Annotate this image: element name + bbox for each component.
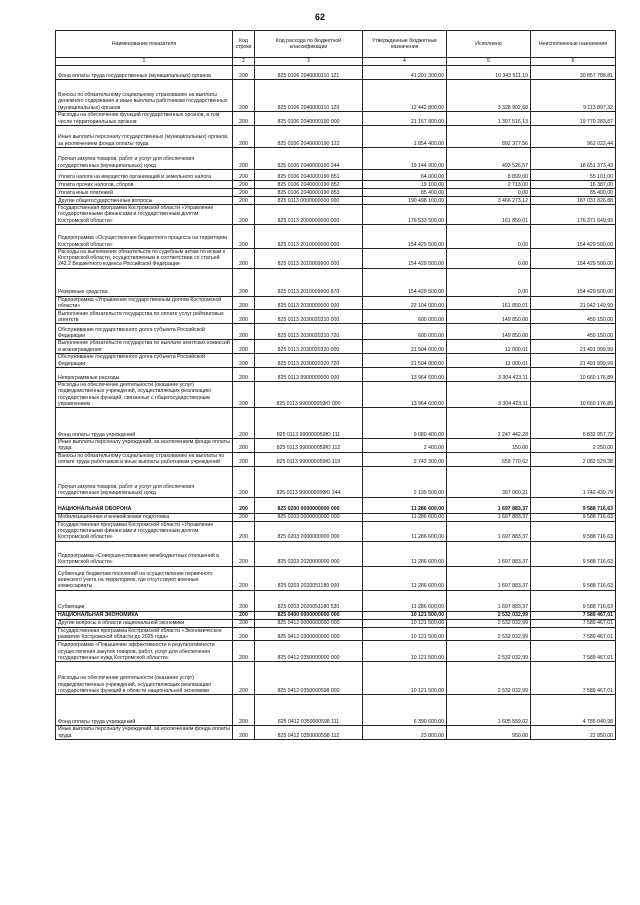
row-code: 200	[233, 726, 255, 740]
row-approved: 21 504 000,00	[363, 353, 447, 367]
row-name: Расходы на обеспечение функций государственных органов, в том числе территориальных органов	[56, 112, 233, 126]
row-approved: 19 144 900,00	[363, 148, 447, 170]
row-classification: 825 0106 2040000190 853	[255, 189, 363, 197]
column-number: 2	[233, 58, 255, 66]
row-code: 200	[233, 439, 255, 453]
row-approved: 154 429 500,00	[363, 224, 447, 248]
row-unexecuted: 9 113 897,32	[531, 80, 616, 112]
column-numbers-row	[56, 58, 616, 66]
row-executed: 1 397 516,13	[447, 112, 531, 126]
row-code: 200	[233, 205, 255, 225]
row-name: Мобилизационная и вневойсковая подготовка	[56, 513, 233, 521]
table-row	[56, 148, 616, 170]
row-executed: 1 697 883,37	[447, 497, 531, 513]
row-unexecuted: 154 429 500,00	[531, 248, 616, 268]
row-executed: 659 770,62	[447, 452, 531, 466]
row-classification: 825 0113 9900000000 000	[255, 367, 363, 381]
row-classification: 825 0113 2030020310 720	[255, 324, 363, 340]
row-code: 200	[233, 381, 255, 407]
row-name: Прочая закупка товаров, работ и услуг для обеспечения государственных (муниципальных) нужд	[56, 148, 233, 170]
table-row	[56, 340, 616, 354]
row-unexecuted: 19 770 283,87	[531, 112, 616, 126]
row-unexecuted: 4 785 040,98	[531, 695, 616, 726]
table-row	[56, 590, 616, 611]
row-name: Государственная программа Костромской области «Экономическое развитие Костромской области до 2025 года»	[56, 627, 233, 641]
row-classification: 825 0113 2030020310 000	[255, 310, 363, 324]
row-executed: 0,00	[447, 268, 531, 296]
row-unexecuted: 6 832 957,72	[531, 408, 616, 439]
row-code: 200	[233, 170, 255, 181]
row-code: 200	[233, 189, 255, 197]
row-unexecuted: 154 429 500,00	[531, 224, 616, 248]
row-executed: 2 532 032,99	[447, 611, 531, 619]
column-number: 3	[255, 58, 363, 66]
table-row	[56, 452, 616, 466]
row-code: 200	[233, 340, 255, 354]
table-row	[56, 641, 616, 662]
table-row	[56, 611, 616, 619]
row-name: Расходы на выполнение обязательств по судебным актам по искам к Костромской области, осуществляемым в соответствии со статьей 242.2 Бюджетного кодекса Российской Федерации	[56, 248, 233, 268]
row-approved: 9 080 400,00	[363, 408, 447, 439]
row-unexecuted: 450 150,00	[531, 310, 616, 324]
row-unexecuted: 7 589 467,01	[531, 619, 616, 627]
row-approved: 10 121 500,00	[363, 641, 447, 662]
row-executed: 8 899,00	[447, 170, 531, 181]
row-name: Расходы на обеспечение деятельности (оказание услуг) подведомственных учреждений, осуществляющих реализацию государственных функций, связанных с общегосударственным управлением	[56, 381, 233, 407]
row-unexecuted: 7 589 467,01	[531, 611, 616, 619]
row-classification: 825 0106 2040000190 000	[255, 112, 363, 126]
row-name: Обслуживание государственного долга субъекта Российской Федерации	[56, 353, 233, 367]
row-approved: 600 000,00	[363, 310, 447, 324]
row-executed: 397 060,21	[447, 466, 531, 497]
row-name: Уплата прочих налогов, сборов	[56, 181, 233, 189]
row-executed: 3 304 423,11	[447, 381, 531, 407]
row-classification: 825 0203 2020051180 530	[255, 590, 363, 611]
row-code: 200	[233, 695, 255, 726]
budget-execution-table	[55, 30, 616, 740]
row-approved: 600 000,00	[363, 324, 447, 340]
row-code: 200	[233, 466, 255, 497]
row-approved: 23 800,00	[363, 726, 447, 740]
row-name: Фонд оплаты труда учреждений	[56, 695, 233, 726]
row-classification: 825 0113 990000059Ю 000	[255, 381, 363, 407]
row-code: 200	[233, 296, 255, 310]
row-code: 200	[233, 619, 255, 627]
table-row	[56, 197, 616, 205]
row-executed: 2 532 032,99	[447, 627, 531, 641]
row-code: 200	[233, 80, 255, 112]
row-name: Подпрограмма «Осуществление бюджетного процесса на территории Костромской области»	[56, 224, 233, 248]
table-header-row	[56, 31, 616, 58]
column-number: 6	[531, 58, 616, 66]
row-code: 200	[233, 662, 255, 695]
row-unexecuted: 9 588 716,63	[531, 590, 616, 611]
row-executed: 0,00	[447, 189, 531, 197]
row-executed: 149 850,00	[447, 310, 531, 324]
row-code: 200	[233, 112, 255, 126]
row-executed: 149 850,00	[447, 324, 531, 340]
row-name: Иные выплаты персоналу государственных (муниципальных) органов, за исключением фонда оплаты труда	[56, 126, 233, 148]
row-approved: 2 400,00	[363, 439, 447, 453]
row-approved: 11 286 600,00	[363, 541, 447, 566]
row-classification: 825 0412 0350000598 111	[255, 695, 363, 726]
row-executed: 3 466 273,12	[447, 197, 531, 205]
row-executed: 1 697 883,37	[447, 590, 531, 611]
row-code: 200	[233, 197, 255, 205]
header-name: Наименование показателя	[56, 31, 233, 58]
row-code: 200	[233, 566, 255, 590]
row-approved: 1 854 400,00	[363, 126, 447, 148]
row-unexecuted: 21 942 149,99	[531, 296, 616, 310]
row-unexecuted: 7 589 467,01	[531, 662, 616, 695]
row-approved: 64 000,00	[363, 170, 447, 181]
row-executed: 3 304 423,11	[447, 367, 531, 381]
row-name: Государственная программа Костромской области «Управление государственными финансами и государственным долгом Костромской области»	[56, 205, 233, 225]
page-number: 62	[314, 12, 325, 22]
row-code: 200	[233, 324, 255, 340]
column-number: 5	[447, 58, 531, 66]
row-classification: 825 0113 2010009900 870	[255, 268, 363, 296]
row-unexecuted: 450 150,00	[531, 324, 616, 340]
row-classification: 825 0203 0000000000 000	[255, 513, 363, 521]
row-approved: 10 121 500,00	[363, 611, 447, 619]
row-code: 200	[233, 224, 255, 248]
row-approved: 12 442 800,00	[363, 80, 447, 112]
row-executed: 161 850,01	[447, 205, 531, 225]
row-executed: 150,00	[447, 439, 531, 453]
row-unexecuted: 9 588 716,63	[531, 566, 616, 590]
row-code: 200	[233, 611, 255, 619]
table-row	[56, 521, 616, 541]
row-name: Уплата иных платежей	[56, 189, 233, 197]
row-classification: 825 0203 2020051180 000	[255, 566, 363, 590]
row-code: 200	[233, 408, 255, 439]
row-unexecuted: 9 588 716,63	[531, 513, 616, 521]
row-executed: 1 605 559,02	[447, 695, 531, 726]
row-classification: 825 0113 990000059Ю 111	[255, 408, 363, 439]
row-code: 200	[233, 248, 255, 268]
table-row	[56, 541, 616, 566]
row-approved: 10 121 500,00	[363, 662, 447, 695]
row-approved: 6 390 600,00	[363, 695, 447, 726]
row-name: Фонд оплаты труда учреждений	[56, 408, 233, 439]
row-name: Резервные средства	[56, 268, 233, 296]
row-unexecuted: 55 101,00	[531, 170, 616, 181]
row-approved: 190 498 100,00	[363, 197, 447, 205]
row-classification: 825 0113 2010000000 000	[255, 224, 363, 248]
row-name: Выполнение обязательств государства по выплате агентских комиссий и вознаграждения	[56, 340, 233, 354]
table-row	[56, 367, 616, 381]
table-row	[56, 381, 616, 407]
table-row	[56, 248, 616, 268]
row-classification: 825 0113 0000000000 000	[255, 197, 363, 205]
row-executed: 1 697 883,37	[447, 566, 531, 590]
row-unexecuted: 22 850,00	[531, 726, 616, 740]
row-name: Субвенции бюджетам поселений на осуществление первичного воинского учета на территориях, где отсутствуют военные комиссариаты	[56, 566, 233, 590]
row-unexecuted: 21 491 999,99	[531, 340, 616, 354]
row-executed: 12 000,01	[447, 353, 531, 367]
header-executed: Исполнено	[447, 31, 531, 58]
row-classification: 825 0106 2040000110 121	[255, 66, 363, 80]
row-unexecuted: 7 589 467,01	[531, 641, 616, 662]
row-code: 200	[233, 367, 255, 381]
row-classification: 825 0412 0350000598 000	[255, 662, 363, 695]
row-code: 200	[233, 641, 255, 662]
row-code: 200	[233, 268, 255, 296]
row-classification: 825 0113 2000000000 000	[255, 205, 363, 225]
row-classification: 825 0113 2010009900 000	[255, 248, 363, 268]
table-row	[56, 66, 616, 80]
row-executed: 493 526,57	[447, 148, 531, 170]
table-row	[56, 126, 616, 148]
row-executed: 0,00	[447, 224, 531, 248]
row-unexecuted: 16 387,00	[531, 181, 616, 189]
column-number: 4	[363, 58, 447, 66]
row-approved: 154 429 500,00	[363, 268, 447, 296]
row-classification: 825 0113 2030020320 000	[255, 340, 363, 354]
table-row	[56, 324, 616, 340]
row-approved: 2 139 500,00	[363, 466, 447, 497]
header-approved: Утвержденные бюджетные назначения	[363, 31, 447, 58]
row-approved: 19 100,00	[363, 181, 447, 189]
row-code: 200	[233, 513, 255, 521]
row-code: 200	[233, 126, 255, 148]
row-approved: 10 121 500,00	[363, 619, 447, 627]
row-classification: 825 0400 0000000000 000	[255, 611, 363, 619]
row-classification: 825 0113 2030000000 000	[255, 296, 363, 310]
row-classification: 825 0106 2040000190 122	[255, 126, 363, 148]
row-executed: 161 850,01	[447, 296, 531, 310]
row-classification: 825 0203 2000000000 000	[255, 521, 363, 541]
row-approved: 176 533 500,00	[363, 205, 447, 225]
row-name: Государственная программа Костромской области «Управление государственными финансами и государственным долгом Костромской области»	[56, 521, 233, 541]
row-executed: 1 697 883,37	[447, 541, 531, 566]
row-classification: 825 0113 990000059Ю 244	[255, 466, 363, 497]
column-number: 1	[56, 58, 233, 66]
row-unexecuted: 10 660 176,89	[531, 367, 616, 381]
table-row	[56, 627, 616, 641]
table-row	[56, 408, 616, 439]
row-unexecuted: 1 742 439,79	[531, 466, 616, 497]
table-row	[56, 310, 616, 324]
row-name: Взносы по обязательному социальному страхованию на выплаты по оплате труда работников и иные выплаты работникам учреждений	[56, 452, 233, 466]
row-approved: 11 286 600,00	[363, 590, 447, 611]
header-classification: Код расхода по бюджетной классификации	[255, 31, 363, 58]
row-classification: 825 0412 0350000598 112	[255, 726, 363, 740]
row-name: Фонд оплаты труда государственных (муниципальных) органов	[56, 66, 233, 80]
row-classification: 825 0412 0350000000 000	[255, 641, 363, 662]
row-approved: 10 121 500,00	[363, 627, 447, 641]
row-approved: 13 964 600,00	[363, 381, 447, 407]
row-approved: 21 167 800,00	[363, 112, 447, 126]
row-unexecuted: 9 588 716,63	[531, 541, 616, 566]
row-name: Иные выплаты персоналу учреждений, за исключением фонда оплаты труда	[56, 439, 233, 453]
row-classification: 825 0106 2040000190 851	[255, 170, 363, 181]
row-classification: 825 0106 2040000110 129	[255, 80, 363, 112]
table-row	[56, 80, 616, 112]
row-classification: 825 0113 990000059Ю 112	[255, 439, 363, 453]
row-code: 200	[233, 181, 255, 189]
row-approved: 22 104 000,00	[363, 296, 447, 310]
row-code: 200	[233, 353, 255, 367]
table-row	[56, 181, 616, 189]
row-unexecuted: 21 491 999,99	[531, 353, 616, 367]
table-row	[56, 205, 616, 225]
row-unexecuted: 10 660 176,89	[531, 381, 616, 407]
table-row	[56, 497, 616, 513]
table-row	[56, 662, 616, 695]
row-unexecuted: 187 031 826,88	[531, 197, 616, 205]
row-unexecuted: 18 651 373,43	[531, 148, 616, 170]
table-row	[56, 566, 616, 590]
row-executed: 2 532 032,99	[447, 619, 531, 627]
row-name: Выполнение обязательств государства по оплате услуг рейтинговых агентств	[56, 310, 233, 324]
table-row	[56, 619, 616, 627]
row-approved: 13 964 600,00	[363, 367, 447, 381]
table-row	[56, 695, 616, 726]
table-row	[56, 353, 616, 367]
row-approved: 11 286 600,00	[363, 521, 447, 541]
row-code: 200	[233, 497, 255, 513]
row-code: 200	[233, 590, 255, 611]
row-code: 200	[233, 310, 255, 324]
row-name: Непрограммные расходы	[56, 367, 233, 381]
table-row	[56, 189, 616, 197]
table-row	[56, 296, 616, 310]
row-unexecuted: 176 371 649,99	[531, 205, 616, 225]
row-name: Подпрограмма «Управление государственным долгом Костромской области»	[56, 296, 233, 310]
row-executed: 2 532 032,99	[447, 641, 531, 662]
row-approved: 41 201 300,00	[363, 66, 447, 80]
row-name: Иные выплаты персоналу учреждений, за исключением фонда оплаты труда	[56, 726, 233, 740]
row-executed: 1 697 883,37	[447, 513, 531, 521]
row-executed: 950,00	[447, 726, 531, 740]
table-row	[56, 466, 616, 497]
row-classification: 825 0113 2030020320 720	[255, 353, 363, 367]
row-approved: 154 429 500,00	[363, 248, 447, 268]
row-code: 200	[233, 452, 255, 466]
row-unexecuted: 962 022,44	[531, 126, 616, 148]
row-name: Субвенции	[56, 590, 233, 611]
row-unexecuted: 85 400,00	[531, 189, 616, 197]
row-classification: 825 0106 2040000190 244	[255, 148, 363, 170]
row-name: Другие общегосударственные вопросы	[56, 197, 233, 205]
row-executed: 2 713,00	[447, 181, 531, 189]
table-row	[56, 112, 616, 126]
row-code: 200	[233, 148, 255, 170]
row-name: Подпрограмма «Повышение эффективности и результативности осуществления закупок товаров, работ, услуг для обеспечения государственных нужд Костромской области»	[56, 641, 233, 662]
row-executed: 2 247 442,28	[447, 408, 531, 439]
row-name: Другие вопросы в области национальной экономики	[56, 619, 233, 627]
row-classification: 825 0106 2040000190 852	[255, 181, 363, 189]
row-unexecuted: 9 588 716,63	[531, 497, 616, 513]
header-unexecuted: Неисполненные назначения	[531, 31, 616, 58]
row-name: Подпрограмма «Совершенствование межбюджетных отношений в Костромской области»	[56, 541, 233, 566]
row-name: Прочая закупка товаров, работ и услуг для обеспечения государственных (муниципальных) нужд	[56, 466, 233, 497]
row-name: Расходы на обеспечение деятельности (оказание услуг) подведомственных учреждений, осуществляющих реализацию государственных функций в области национальной экономики	[56, 662, 233, 695]
row-name: Обслуживание государственного долга субъекта Российской Федерации	[56, 324, 233, 340]
row-unexecuted: 154 429 500,00	[531, 268, 616, 296]
row-unexecuted: 9 588 716,63	[531, 521, 616, 541]
row-code: 200	[233, 627, 255, 641]
row-executed: 0,00	[447, 248, 531, 268]
row-executed: 10 343 511,19	[447, 66, 531, 80]
table-row	[56, 726, 616, 740]
row-executed: 12 000,01	[447, 340, 531, 354]
row-classification: 825 0113 990000059Ю 119	[255, 452, 363, 466]
row-approved: 21 504 000,00	[363, 340, 447, 354]
row-name: Взносы по обязательному социальному страхованию на выплаты денежного содержания и иные выплаты работникам государственных (муниципальных) органов	[56, 80, 233, 112]
row-name: НАЦИОНАЛЬНАЯ ЭКОНОМИКА	[56, 611, 233, 619]
row-approved: 85 400,00	[363, 189, 447, 197]
row-classification: 825 0412 0300000000 000	[255, 627, 363, 641]
row-name: НАЦИОНАЛЬНАЯ ОБОРОНА	[56, 497, 233, 513]
row-classification: 825 0412 0000000000 000	[255, 619, 363, 627]
row-unexecuted: 2 082 529,38	[531, 452, 616, 466]
row-unexecuted: 7 589 467,01	[531, 627, 616, 641]
row-executed: 1 697 883,37	[447, 521, 531, 541]
row-code: 200	[233, 66, 255, 80]
row-approved: 11 286 600,00	[363, 513, 447, 521]
row-executed: 2 532 032,99	[447, 662, 531, 695]
row-approved: 2 742 300,00	[363, 452, 447, 466]
row-unexecuted: 2 250,00	[531, 439, 616, 453]
row-name: Уплата налога на имущество организаций и земельного налога	[56, 170, 233, 181]
row-unexecuted: 30 857 788,81	[531, 66, 616, 80]
table-row	[56, 224, 616, 248]
row-executed: 892 377,56	[447, 126, 531, 148]
row-approved: 11 286 600,00	[363, 497, 447, 513]
header-code: Код строки	[233, 31, 255, 58]
table-row	[56, 170, 616, 181]
row-approved: 11 286 600,00	[363, 566, 447, 590]
row-code: 200	[233, 521, 255, 541]
row-classification: 825 0203 2020000000 000	[255, 541, 363, 566]
row-classification: 825 0200 0000000000 000	[255, 497, 363, 513]
table-row	[56, 513, 616, 521]
row-executed: 3 328 902,68	[447, 80, 531, 112]
table-row	[56, 268, 616, 296]
table-row	[56, 439, 616, 453]
row-code: 200	[233, 541, 255, 566]
